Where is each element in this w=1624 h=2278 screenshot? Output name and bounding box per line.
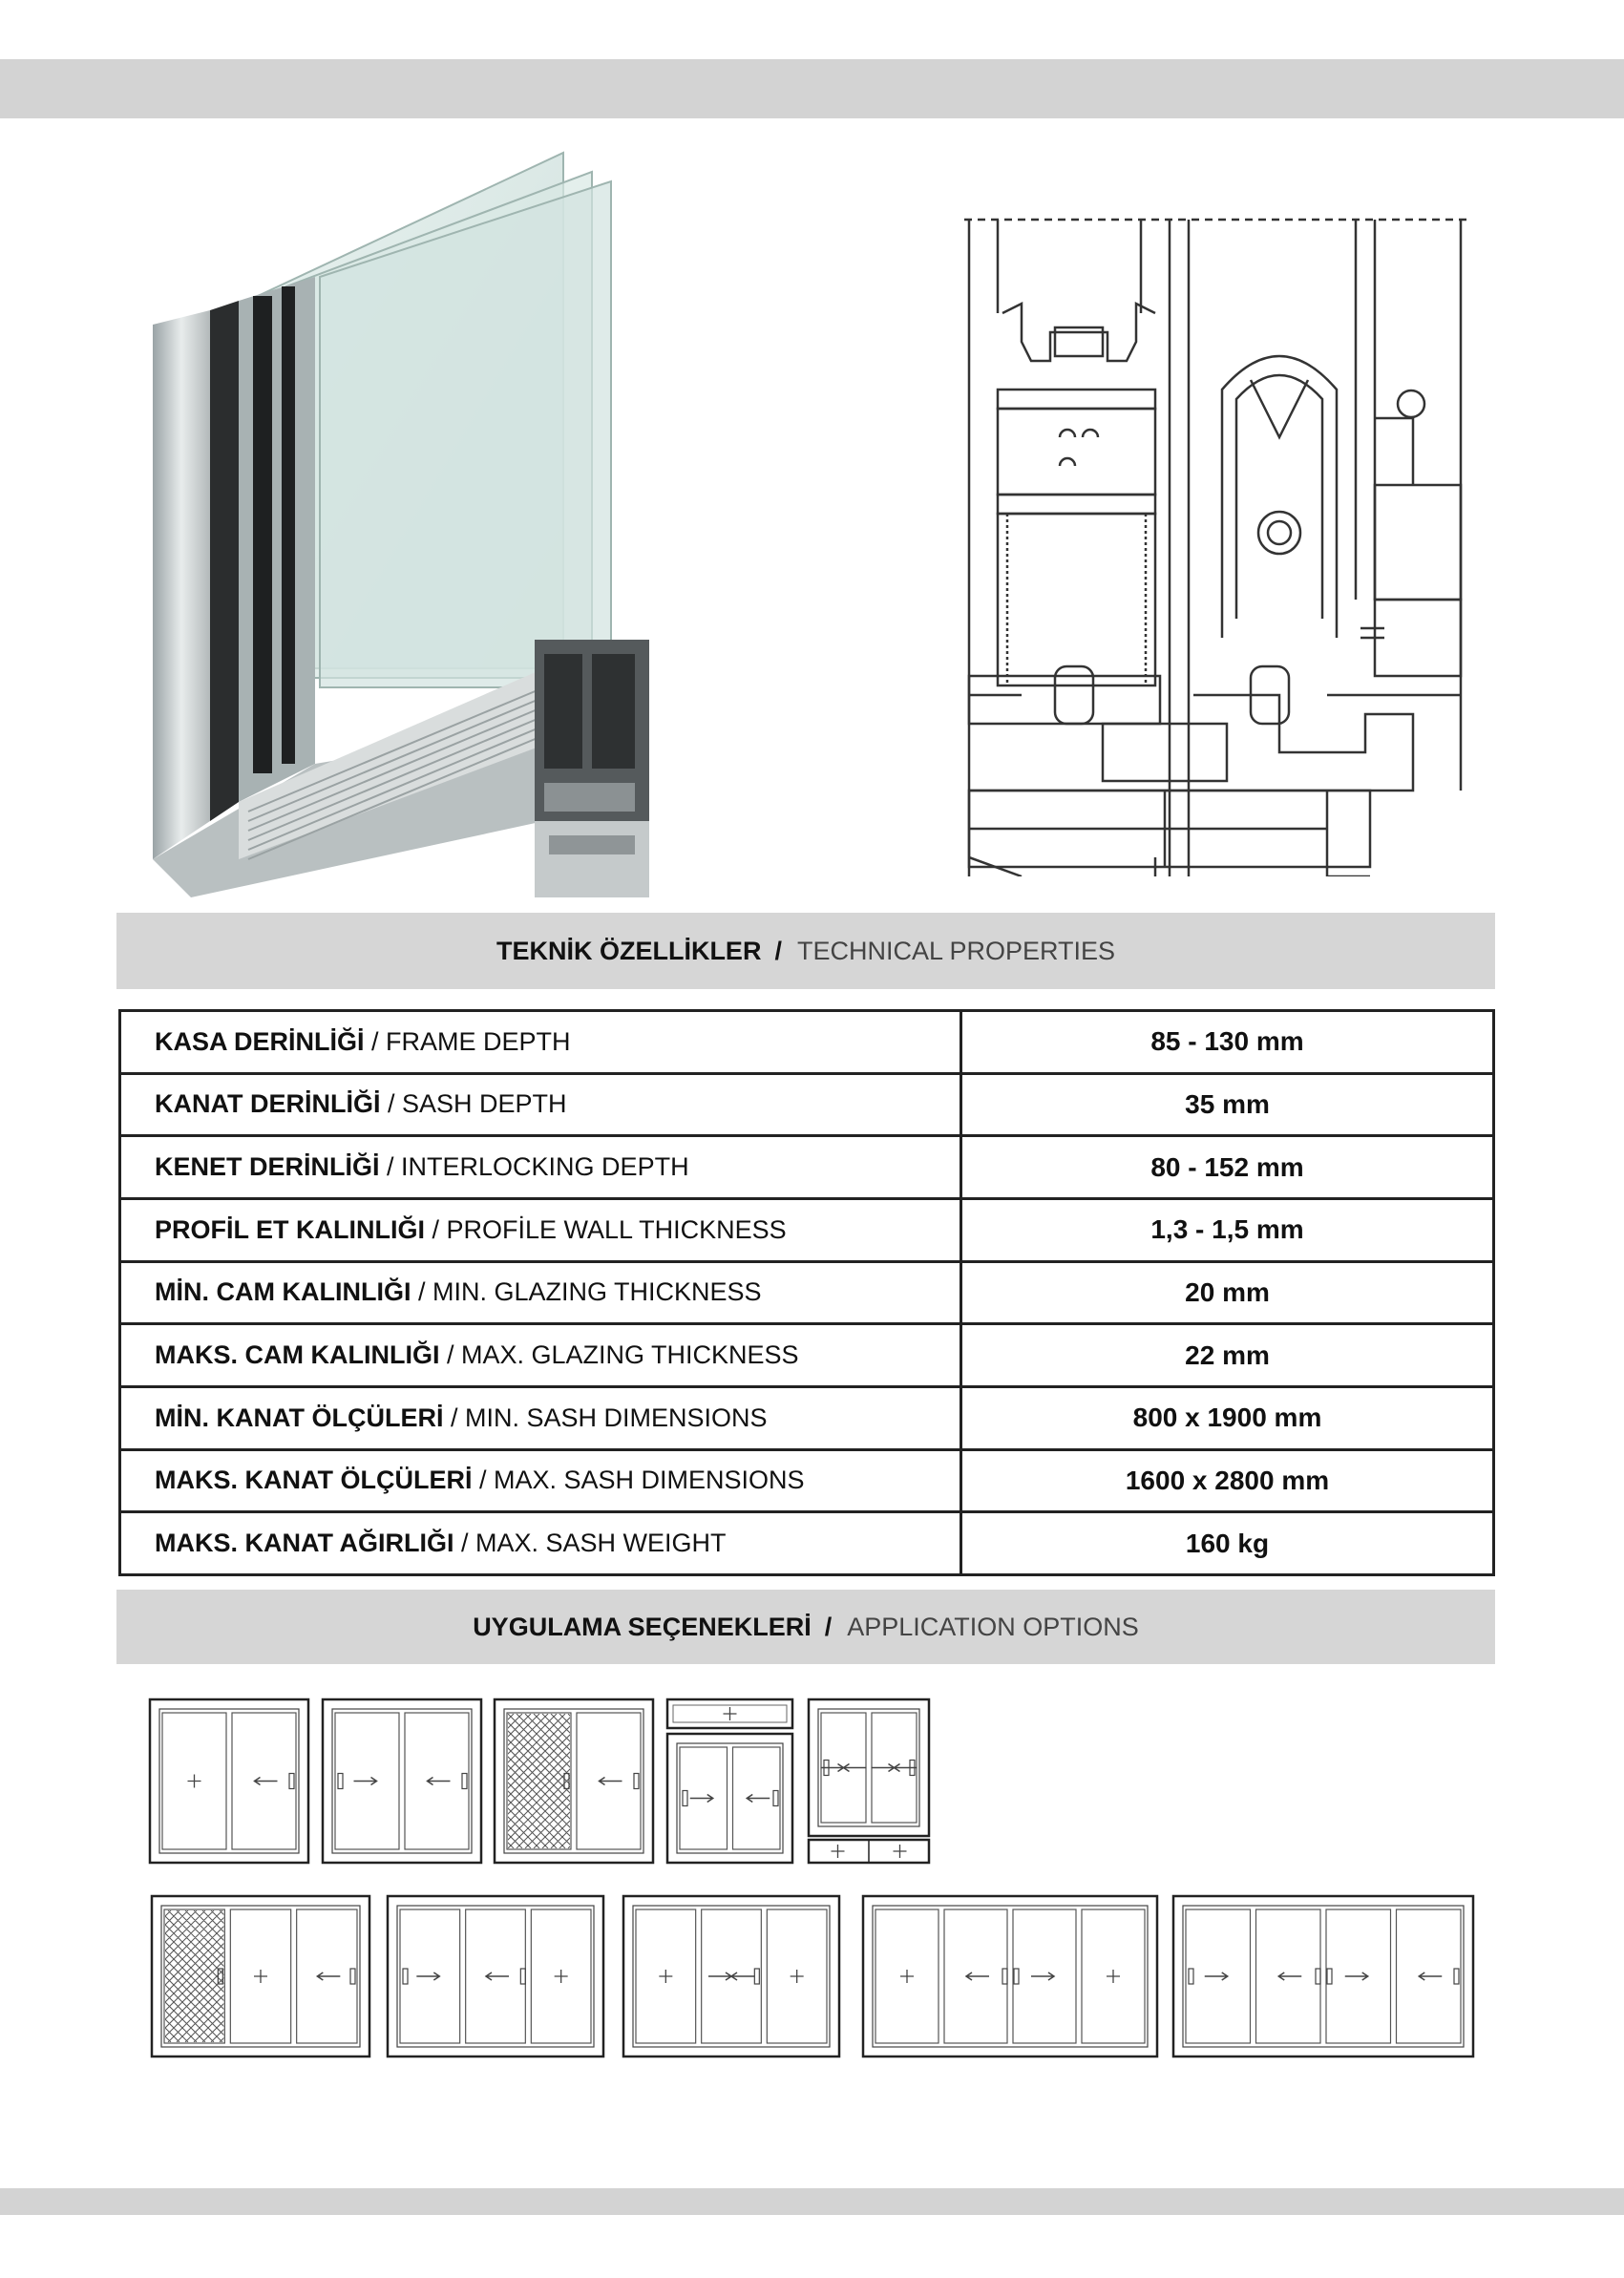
application-header-en: APPLICATION OPTIONS — [847, 1612, 1139, 1641]
table-row — [120, 1073, 1494, 1136]
arrow-left-icon — [747, 1795, 770, 1803]
application-option — [150, 1894, 371, 2058]
property-value: 1600 x 2800 mm — [961, 1449, 1494, 1512]
arrow-right-icon — [690, 1795, 713, 1803]
handle-icon — [289, 1774, 294, 1789]
door-panel — [1013, 1909, 1076, 2043]
arrow-right-icon — [821, 1764, 844, 1772]
table-row — [120, 1198, 1494, 1261]
handle-icon — [520, 1969, 525, 1984]
handle-icon — [824, 1761, 829, 1776]
property-label-tr: PROFİL ET KALINLIĞI — [155, 1214, 425, 1244]
property-label-tr: MİN. CAM KALINLIĞI — [155, 1277, 411, 1307]
property-label-tr: KASA DERİNLİĞİ — [155, 1026, 365, 1056]
handle-icon — [754, 1969, 759, 1984]
door-panel — [297, 1909, 357, 2043]
handle-icon — [773, 1791, 778, 1806]
application-option — [386, 1894, 605, 2058]
fly-screen-mesh — [493, 1714, 655, 1848]
door-panel — [1256, 1909, 1321, 2043]
door-panel — [466, 1909, 526, 2043]
arrow-left-icon — [895, 1764, 917, 1772]
property-label: MAKS. KANAT AĞIRLIĞI / MAX. SASH WEIGHT — [120, 1512, 961, 1575]
arrow-left-icon — [486, 1972, 509, 1980]
handle-icon — [683, 1791, 687, 1806]
handle-icon — [462, 1774, 467, 1789]
sliding-door-diagram — [493, 1698, 655, 1865]
handle-icon — [634, 1774, 639, 1789]
fixed-panel-icon — [894, 1845, 907, 1858]
arrow-left-icon — [428, 1778, 451, 1785]
property-value: 22 mm — [961, 1324, 1494, 1387]
handle-icon — [338, 1774, 343, 1789]
property-value: 35 mm — [961, 1073, 1494, 1136]
application-option — [622, 1894, 841, 2058]
sliding-door-diagram — [622, 1894, 841, 2058]
property-label-en: MIN. GLAZING THICKNESS — [432, 1277, 762, 1307]
door-panel — [405, 1713, 469, 1849]
arrow-right-icon — [416, 1972, 439, 1980]
application-option — [807, 1698, 931, 1865]
fixed-panel-icon — [791, 1970, 804, 1983]
property-label-tr: MAKS. KANAT ÖLÇÜLERİ — [155, 1466, 473, 1495]
property-label-tr: MAKS. CAM KALINLIĞI — [155, 1340, 440, 1370]
door-panel — [230, 1909, 290, 2043]
fixed-panel-icon — [254, 1970, 267, 1983]
arrow-right-icon — [708, 1972, 731, 1980]
application-option — [665, 1698, 794, 1865]
application-header-separator: / — [824, 1612, 833, 1641]
sliding-door-diagram — [665, 1698, 794, 1865]
property-label-en: MAX. SASH WEIGHT — [475, 1529, 727, 1558]
application-option — [321, 1698, 483, 1865]
handle-icon — [1002, 1969, 1007, 1984]
property-label: MİN. KANAT ÖLÇÜLERİ / MIN. SASH DIMENSIONS — [120, 1386, 961, 1449]
table-row — [120, 1136, 1494, 1199]
technical-properties-header — [116, 913, 1495, 989]
fly-screen-mesh — [150, 1910, 360, 2042]
application-option — [861, 1894, 1159, 2058]
table-row — [120, 1386, 1494, 1449]
fixed-panel-icon — [555, 1970, 568, 1983]
arrow-right-icon — [1345, 1972, 1368, 1980]
property-label-en: SASH DEPTH — [402, 1089, 567, 1119]
property-label-en: FRAME DEPTH — [386, 1026, 571, 1056]
handle-icon — [1327, 1969, 1332, 1984]
sliding-door-diagram — [807, 1698, 931, 1865]
property-label-en: PROFİLE WALL THICKNESS — [446, 1214, 787, 1244]
technical-header-separator: / — [774, 936, 782, 965]
arrow-left-icon — [317, 1972, 340, 1980]
fixed-panel-icon — [724, 1707, 737, 1720]
property-label-en: MAX. GLAZING THICKNESS — [461, 1340, 799, 1370]
door-panel — [944, 1909, 1007, 2043]
fixed-panel-icon — [188, 1775, 201, 1788]
application-option — [1171, 1894, 1475, 2058]
sliding-door-diagram — [321, 1698, 483, 1865]
property-value: 160 kg — [961, 1512, 1494, 1575]
arrow-right-icon — [354, 1778, 377, 1785]
sliding-door-diagram — [1171, 1894, 1475, 2058]
arrow-left-icon — [731, 1972, 754, 1980]
property-label: PROFİL ET KALINLIĞI / PROFİLE WALL THICKNESS — [120, 1198, 961, 1261]
arrow-right-icon — [1031, 1972, 1054, 1980]
arrow-right-icon — [1205, 1972, 1228, 1980]
arrow-left-icon — [966, 1972, 989, 1980]
top-band — [0, 59, 1624, 118]
sliding-door-profile-image — [115, 134, 649, 907]
sliding-door-diagram — [386, 1894, 605, 2058]
property-value: 85 - 130 mm — [961, 1011, 1494, 1074]
technical-header-tr: TEKNİK ÖZELLİKLER — [496, 936, 762, 965]
property-label-tr: KANAT DERİNLİĞİ — [155, 1089, 381, 1119]
property-label: MAKS. CAM KALINLIĞI / MAX. GLAZING THICKNESS — [120, 1324, 961, 1387]
door-panel — [1082, 1909, 1145, 2043]
door-panel — [821, 1713, 866, 1823]
door-panel — [232, 1713, 296, 1849]
application-header-tr: UYGULAMA SEÇENEKLERİ — [473, 1612, 812, 1641]
handle-icon — [1014, 1969, 1019, 1984]
table-row — [120, 1449, 1494, 1512]
door-panel — [872, 1713, 917, 1823]
sliding-door-diagram — [148, 1698, 310, 1865]
door-panel — [875, 1909, 939, 2043]
property-value: 20 mm — [961, 1261, 1494, 1324]
property-value: 1,3 - 1,5 mm — [961, 1198, 1494, 1261]
table-row — [120, 1261, 1494, 1324]
technical-properties-table — [118, 1009, 1495, 1576]
door-panel — [680, 1747, 728, 1849]
application-options-header — [116, 1590, 1495, 1664]
door-panel — [636, 1909, 696, 2043]
arrow-left-icon — [255, 1778, 278, 1785]
application-option — [493, 1698, 655, 1865]
arrow-right-icon — [872, 1764, 895, 1772]
arrow-left-icon — [1278, 1972, 1301, 1980]
property-label-en: MIN. SASH DIMENSIONS — [465, 1403, 768, 1432]
door-panel — [162, 1713, 226, 1849]
door-panel — [1186, 1909, 1251, 2043]
fixed-panel-icon — [900, 1970, 914, 1983]
sliding-door-diagram — [861, 1894, 1159, 2058]
property-label-en: MAX. SASH DIMENSIONS — [494, 1466, 805, 1495]
door-panel — [1326, 1909, 1391, 2043]
property-value: 800 x 1900 mm — [961, 1386, 1494, 1449]
arrow-left-icon — [844, 1764, 867, 1772]
property-label-tr: KENET DERİNLİĞİ — [155, 1152, 380, 1182]
handle-icon — [564, 1774, 569, 1789]
property-label: KENET DERİNLİĞİ / INTERLOCKING DEPTH — [120, 1136, 961, 1199]
door-panel — [335, 1713, 399, 1849]
handle-icon — [403, 1969, 408, 1984]
fixed-panel-icon — [659, 1970, 672, 1983]
table-row — [120, 1011, 1494, 1074]
property-value: 80 - 152 mm — [961, 1136, 1494, 1199]
property-label-en: INTERLOCKING DEPTH — [401, 1152, 689, 1182]
handle-icon — [910, 1761, 915, 1776]
handle-icon — [1454, 1969, 1459, 1984]
door-panel — [767, 1909, 827, 2043]
application-option — [148, 1698, 310, 1865]
table-row — [120, 1324, 1494, 1387]
property-label-tr: MAKS. KANAT AĞIRLIĞI — [155, 1529, 454, 1558]
handle-icon — [1316, 1969, 1320, 1984]
door-panel — [577, 1713, 641, 1849]
property-label: MİN. CAM KALINLIĞI / MIN. GLAZING THICKNESS — [120, 1261, 961, 1324]
property-label-tr: MİN. KANAT ÖLÇÜLERİ — [155, 1403, 444, 1432]
door-panel — [400, 1909, 460, 2043]
profile-section-drawing — [964, 218, 1470, 876]
technical-header-en: TECHNICAL PROPERTIES — [796, 936, 1116, 965]
handle-icon — [350, 1969, 355, 1984]
handle-icon — [218, 1969, 222, 1984]
fixed-panel-icon — [832, 1845, 845, 1858]
door-panel — [733, 1747, 781, 1849]
door-panel — [1397, 1909, 1462, 2043]
table-row — [120, 1512, 1494, 1575]
property-label: MAKS. KANAT ÖLÇÜLERİ / MAX. SASH DIMENSIONS — [120, 1449, 961, 1512]
door-panel — [507, 1713, 571, 1849]
arrow-left-icon — [1419, 1972, 1442, 1980]
arrow-left-icon — [600, 1778, 622, 1785]
fixed-panel-icon — [1107, 1970, 1120, 1983]
handle-icon — [1189, 1969, 1193, 1984]
property-label: KASA DERİNLİĞİ / FRAME DEPTH — [120, 1011, 961, 1074]
door-panel — [531, 1909, 591, 2043]
bottom-band — [0, 2188, 1624, 2215]
door-panel — [164, 1909, 224, 2043]
property-label: KANAT DERİNLİĞİ / SASH DEPTH — [120, 1073, 961, 1136]
sliding-door-diagram — [150, 1894, 371, 2058]
door-panel — [702, 1909, 762, 2043]
